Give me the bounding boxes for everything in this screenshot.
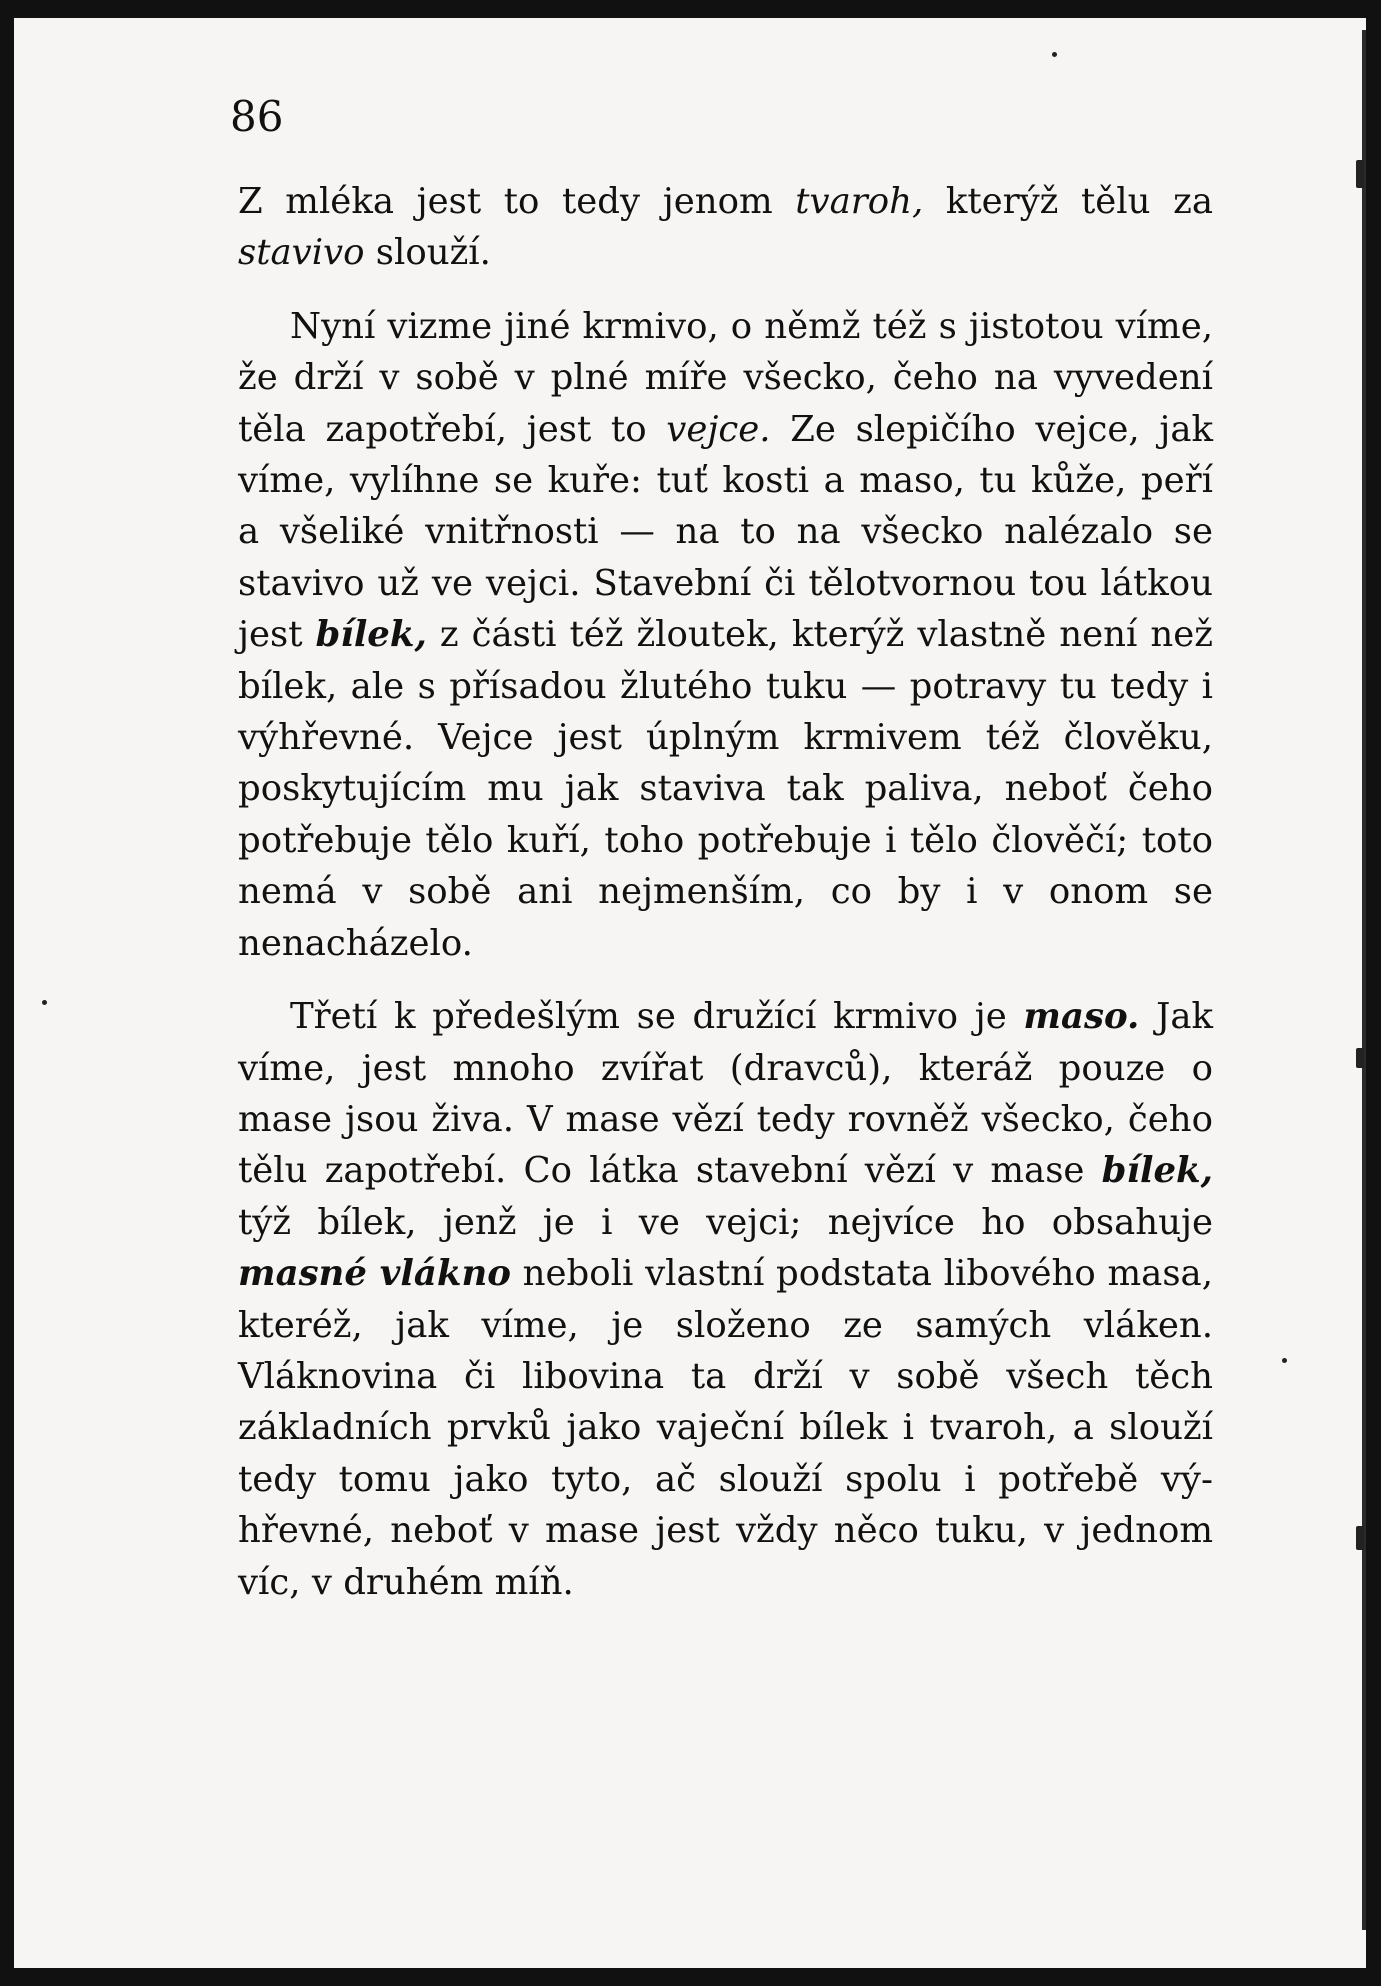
text-segment-bold-italic: bílek,: [315, 614, 427, 656]
text-segment-bold-italic: maso.: [1023, 996, 1140, 1038]
text-segment: Jak víme, jest mnoho zvířat (dravců), kteráž pouze o mase jsou živa. V mase vězí tedy rovněž všecko, čeho tělu zapotřebí. Co látka stavební vězí v mase: [238, 996, 1213, 1192]
text-segment-bold-italic: masné vlákno: [238, 1253, 511, 1295]
text-segment: Nyní vizme jiné krmivo, o němž též s jistotou víme, že drží v sobě v plné míře všecko, čeho na vyvedení těla zapotřebí, jest to: [238, 305, 1213, 450]
dust-speck: [1356, 1526, 1364, 1550]
text-segment: z části též žloutek, kterýž vlastně není než bílek, ale s přísadou žlutého tuku — potravy tu tedy i výhřevné. Vejce jest úplným krmivem též člověku, poskytujícím mu jak staviva tak paliva, neboť čeho potřebuje tělo kuří, toho potřebuje i tělo člověčí; toto nemá v sobě ani nejmenším, co by i v onom se nenacházelo.: [238, 614, 1213, 964]
text-segment: týž bílek, jenž je i ve vejci; nejvíce ho obsahuje: [238, 1201, 1213, 1243]
dust-speck: [1356, 160, 1364, 188]
text-segment: Z mléka jest to tedy jenom: [238, 181, 796, 222]
dust-speck: [1282, 1358, 1287, 1363]
body-text: [238, 176, 1213, 1608]
paragraph-3: [238, 991, 1213, 1608]
text-segment: Třetí k předešlým se družící krmivo je: [290, 996, 1024, 1038]
text-segment-italic: stavivo: [238, 232, 365, 274]
dust-speck: [1052, 52, 1057, 57]
text-segment: slouží.: [364, 232, 491, 274]
text-segment: kterýž tělu za: [923, 181, 1213, 222]
dust-speck: [1356, 1048, 1364, 1068]
text-segment-bold-italic: bílek,: [1101, 1150, 1213, 1192]
text-segment: neboli vlastní podstata libového masa, kteréž, jak víme, je složeno ze samých vláken. Vláknovina či libovina ta drží v sobě všech těch základních prvků jako vaječní bílek i tvaroh, a slouží tedy tomu jako tyto, ač slouží spolu i potřebě výhřevné, neboť v mase jest vždy něco tuku, v jednom víc, v druhém míň.: [238, 1253, 1213, 1603]
page-number: 86: [230, 92, 284, 141]
page-edge-shadow: [1362, 30, 1366, 1930]
paragraph-1: [238, 176, 1213, 279]
paragraph-2: [238, 301, 1213, 969]
dust-speck: [42, 1000, 47, 1005]
text-segment-italic: vejce.: [666, 408, 771, 450]
text-segment: Ze slepičího vejce, jak víme, vylíhne se kuře: tuť kosti a maso, tu kůže, peří a všeliké vnitřnosti — na to na všecko nalézalo se stavivo už ve vejci. Stavební či tělotvornou tou látkou jest: [238, 408, 1213, 656]
text-segment-italic: tvaroh,: [795, 181, 924, 222]
